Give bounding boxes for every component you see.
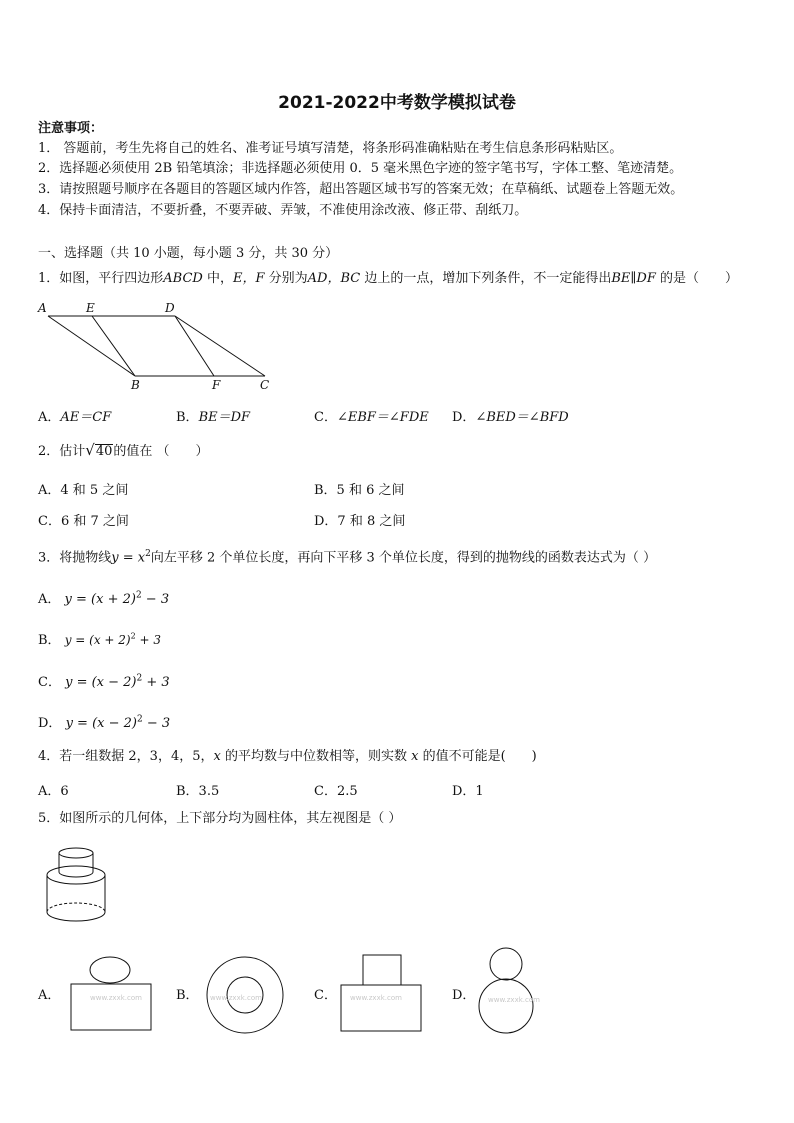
- option-expr: y = (x − 2): [65, 716, 137, 731]
- notice-item-2: 2．选择题必须使用 2B 铅笔填涂；非选择题必须使用 0．5 毫米黑色字迹的签字笔书写，字体工整、笔迹清楚。: [38, 161, 683, 176]
- q2-stem-a: 2．估计: [38, 444, 86, 459]
- watermark: www.zxxk.com: [210, 994, 262, 1002]
- sqrt-icon: √: [85, 441, 95, 459]
- q1-option-a[interactable]: [38, 406, 111, 425]
- q1-stem-b: 中，: [202, 271, 233, 286]
- option-text: ∠EBF＝∠FDE: [336, 410, 429, 425]
- notice-item-1: 1． 答题前，考生先将自己的姓名、准考证号填写清楚，将条形码准确粘贴在考生信息条形码粘贴区。: [38, 141, 623, 156]
- q4-option-a[interactable]: A．6: [38, 784, 69, 799]
- q1-var-cond: BE∥DF: [611, 271, 656, 286]
- option-exp: 2: [135, 590, 142, 601]
- q3-option-b[interactable]: [38, 629, 161, 648]
- q3-option-c[interactable]: [38, 671, 170, 690]
- q3-option-d[interactable]: [38, 712, 170, 731]
- option-label: B．: [176, 410, 199, 425]
- q1-option-b[interactable]: [176, 406, 250, 425]
- q5-option-a-figure[interactable]: [68, 954, 154, 1032]
- large-circle-shape: [479, 979, 533, 1033]
- segment-df: [175, 316, 214, 376]
- q5-option-d-label[interactable]: D．: [452, 988, 476, 1003]
- notice-item-3: 3．请按照题号顺序在各题目的答题区域内作答，超出答题区域书写的答案无效；在草稿纸、试题卷上答题无效。: [38, 182, 684, 197]
- option-tail: − 3: [141, 592, 170, 607]
- q5-option-a-label[interactable]: A．: [38, 988, 61, 1003]
- large-cylinder-bottom-back: [47, 903, 105, 912]
- label-a: A: [38, 301, 47, 315]
- q3-exp: 2: [145, 549, 151, 559]
- option-exp: 2: [130, 631, 136, 641]
- q2-stem: [38, 441, 209, 461]
- option-label: B．: [38, 633, 61, 648]
- q2-option-a[interactable]: A．4 和 5 之间: [38, 483, 129, 498]
- watermark: www.zxxk.com: [350, 994, 402, 1002]
- option-tail: + 3: [142, 675, 170, 690]
- segment-be: [92, 316, 135, 376]
- small-cylinder-top: [59, 848, 93, 858]
- q4-var-2: x: [411, 749, 419, 764]
- q2-stem-b: 的值在 （ ）: [113, 444, 209, 459]
- label-e: E: [86, 301, 95, 315]
- option-expr: y = (x − 2): [65, 675, 137, 690]
- page-title: 2021-2022中考数学模拟试卷: [278, 93, 516, 113]
- option-expr: y = (x + 2): [64, 633, 131, 647]
- small-circle-shape: [490, 948, 522, 980]
- q3-expr: y = x: [111, 550, 146, 566]
- small-rectangle-shape: [363, 955, 401, 985]
- q4-stem-c: 的值不可能是( ): [418, 749, 537, 764]
- watermark: www.zxxk.com: [90, 994, 142, 1002]
- q5-option-b-label[interactable]: B．: [176, 988, 199, 1003]
- option-text: AE＝CF: [60, 410, 112, 425]
- q3-option-a[interactable]: [38, 588, 169, 607]
- q1-option-c[interactable]: [314, 406, 429, 425]
- notice-heading: 注意事项：: [38, 121, 104, 136]
- option-tail: + 3: [135, 633, 162, 647]
- q5-option-c-figure[interactable]: [338, 952, 424, 1034]
- option-exp: 2: [136, 673, 143, 684]
- q4-option-c[interactable]: C．2.5: [314, 784, 358, 799]
- q1-var-abcd: ABCD: [163, 271, 203, 286]
- label-f: F: [212, 378, 221, 392]
- option-exp: 2: [136, 714, 143, 725]
- q5-option-d-figure[interactable]: [476, 946, 536, 1038]
- q5-stem: 5．如图所示的几何体，上下部分均为圆柱体，其左视图是（ ）: [38, 811, 402, 826]
- q4-stem-b: 的平均数与中位数相等，则实数: [220, 749, 412, 764]
- q4-var: x: [213, 749, 221, 764]
- q4-option-d[interactable]: D．1: [452, 784, 484, 799]
- rectangle-shape: [71, 984, 151, 1030]
- q3-stem-a: 3．将抛物线: [38, 550, 112, 566]
- large-cylinder-top: [47, 866, 105, 884]
- q4-stem-a: 4．若一组数据 2，3，4，5，: [38, 749, 214, 764]
- ellipse-shape: [90, 957, 130, 983]
- q1-stem: [38, 270, 738, 288]
- small-cylinder-bottom: [59, 872, 93, 877]
- label-c: C: [260, 378, 270, 392]
- option-label: A．: [38, 592, 61, 607]
- q4-option-b[interactable]: B．3.5: [176, 784, 220, 799]
- edge-dc: [175, 316, 265, 376]
- q2-option-d[interactable]: D．7 和 8 之间: [314, 514, 406, 529]
- q2-radicand: 40: [95, 444, 113, 459]
- label-d: D: [165, 301, 175, 315]
- notice-item-4: 4．保持卡面清洁，不要折叠，不要弄破、弄皱，不准使用涂改液、修正带、刮纸刀。: [38, 203, 528, 218]
- q4-stem: [38, 748, 537, 766]
- option-text: ∠BED＝∠BFD: [475, 410, 569, 425]
- option-label: D．: [452, 410, 476, 425]
- q2-option-c[interactable]: C．6 和 7 之间: [38, 514, 129, 529]
- option-expr: y = (x + 2): [64, 592, 136, 607]
- option-text: BE＝DF: [198, 410, 251, 425]
- q1-stem-c: 分别为: [264, 271, 308, 286]
- edge-ab: [48, 316, 135, 376]
- q3-stem: [38, 545, 656, 567]
- q1-parallelogram-figure: [30, 298, 280, 394]
- watermark: www.zxxk.com: [488, 996, 540, 1004]
- q1-var-ef: E，F: [232, 271, 265, 286]
- label-b: B: [131, 378, 140, 392]
- q3-stem-b: 向左平移 2 个单位长度，再向下平移 3 个单位长度，得到的抛物线的函数表达式为（ ）: [150, 550, 657, 566]
- q5-option-c-label[interactable]: C．: [314, 988, 337, 1003]
- q1-stem-d: 边上的一点，增加下列条件，不一定能得出: [360, 271, 612, 286]
- option-tail: − 3: [142, 716, 171, 731]
- option-label: D．: [38, 716, 62, 731]
- q5-cylinder-solid-figure: [40, 845, 112, 927]
- option-label: C．: [314, 410, 337, 425]
- q1-stem-e: 的是（ ）: [655, 271, 738, 286]
- large-rectangle-shape: [341, 985, 421, 1031]
- q1-stem-a: 1．如图，平行四边形: [38, 271, 164, 286]
- option-label: C．: [38, 675, 61, 690]
- large-cylinder-bottom-front: [47, 912, 105, 921]
- q1-option-d[interactable]: [452, 406, 569, 425]
- q2-option-b[interactable]: B．5 和 6 之间: [314, 483, 405, 498]
- section-heading: 一、选择题（共 10 小题，每小题 3 分，共 30 分）: [38, 246, 339, 261]
- q1-var-ad-bc: AD，BC: [307, 271, 361, 286]
- option-label: A．: [38, 410, 61, 425]
